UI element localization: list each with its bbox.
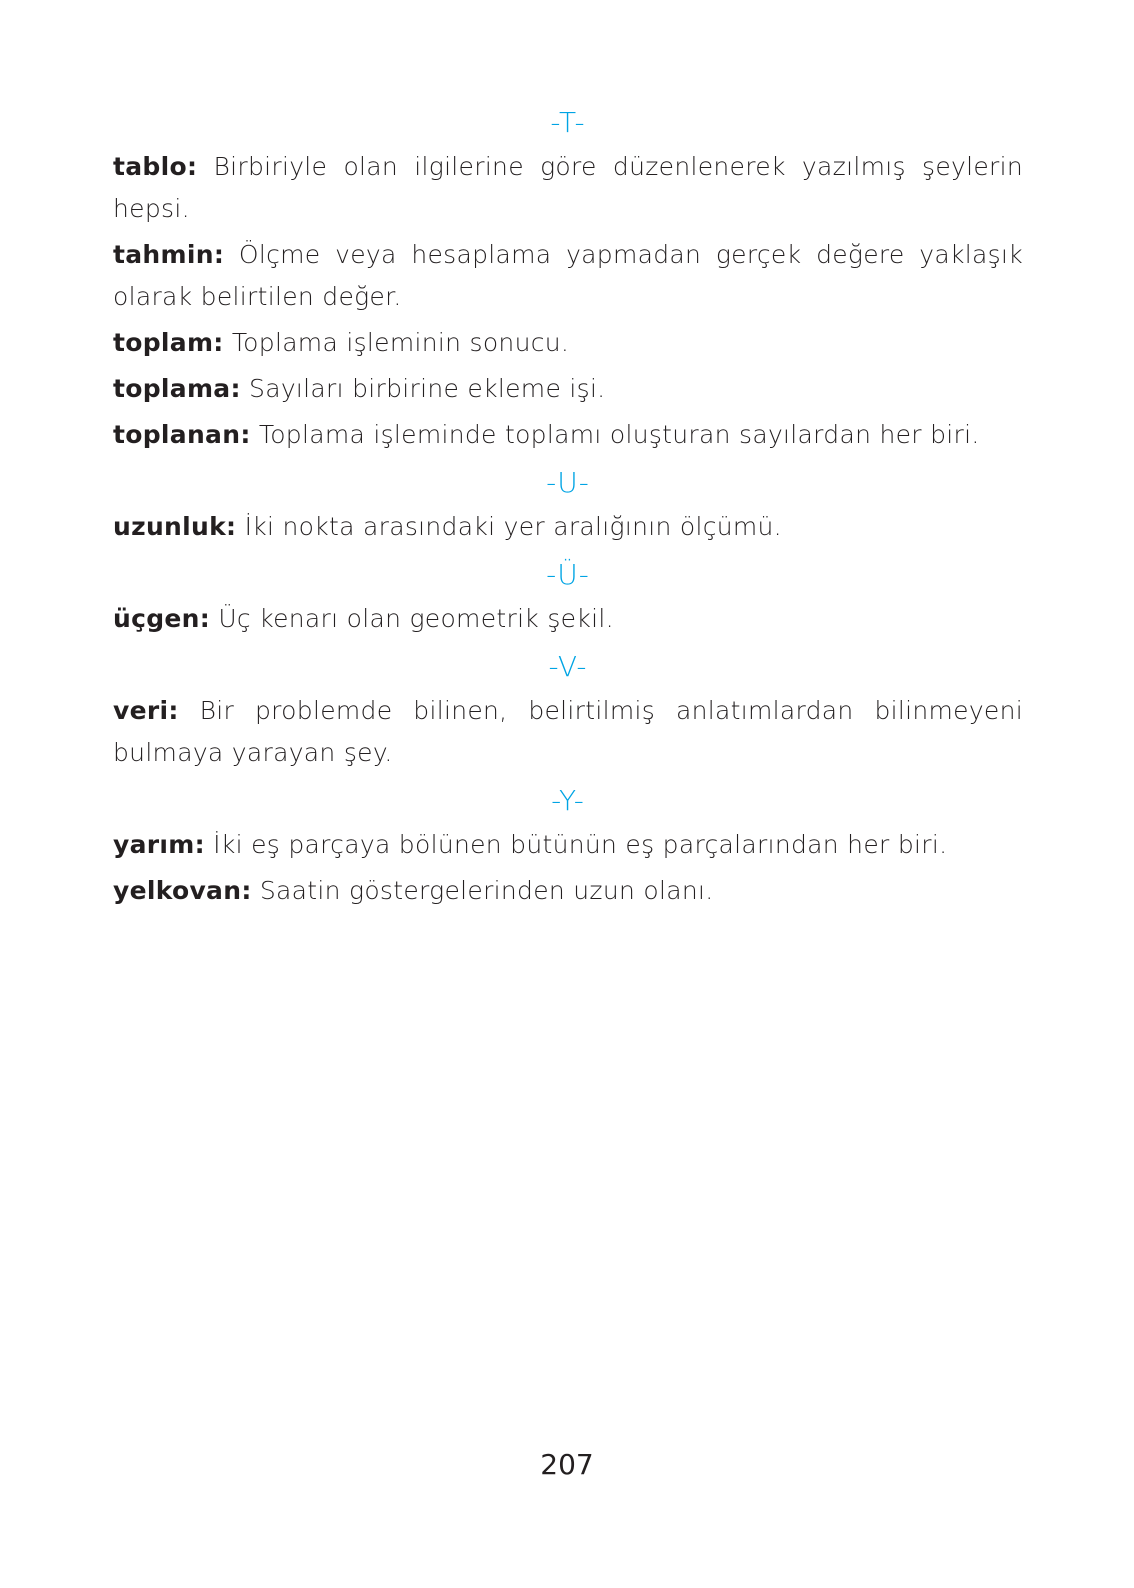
glossary-entry	[113, 870, 1023, 912]
term: tablo:	[113, 152, 198, 181]
definition: İki nokta arasındaki yer aralığının ölçümü.	[244, 512, 782, 541]
term: veri:	[113, 696, 179, 725]
letter-heading-u-umlaut: -Ü-	[546, 558, 590, 591]
glossary-entry	[113, 146, 1023, 230]
definition: Toplama işleminin sonucu.	[231, 328, 570, 357]
term: toplanan:	[113, 420, 251, 449]
glossary-entry	[113, 824, 1023, 866]
definition: Toplama işleminde toplamı oluşturan sayılardan her biri.	[258, 420, 980, 449]
definition: Birbiriyle olan ilgilerine göre düzenlenerek yazılmış şeylerin hepsi.	[113, 152, 1023, 223]
term: yarım:	[113, 830, 205, 859]
glossary-entry	[113, 322, 1023, 364]
letter-heading-t: -T-	[550, 106, 586, 139]
definition: Üç kenarı olan geometrik şekil.	[218, 604, 614, 633]
term: tahmin:	[113, 240, 225, 269]
definition: Saatin göstergelerinden uzun olanı.	[259, 876, 714, 905]
glossary-entry	[113, 368, 1023, 410]
term: toplama:	[113, 374, 241, 403]
glossary-entry	[113, 690, 1023, 774]
term: uzunluk:	[113, 512, 237, 541]
term: toplam:	[113, 328, 224, 357]
definition: İki eş parçaya bölünen bütünün eş parçalarından her biri.	[213, 830, 948, 859]
definition: Bir problemde bilinen, belirtilmiş anlatımlardan bilinmeyeni bulmaya yarayan şey.	[113, 696, 1023, 767]
letter-heading-v: -V-	[548, 650, 588, 683]
term: yelkovan:	[113, 876, 252, 905]
definition: Sayıları birbirine ekleme işi.	[249, 374, 606, 403]
term: üçgen:	[113, 604, 211, 633]
page-number: 207	[540, 1448, 594, 1481]
letter-heading-y: -Y-	[551, 784, 585, 817]
glossary-entry	[113, 598, 1023, 640]
glossary-entry	[113, 234, 1023, 318]
letter-heading-u: -U-	[546, 466, 590, 499]
definition: Ölçme veya hesaplama yapmadan gerçek değere yaklaşık olarak belirtilen değer.	[113, 240, 1024, 311]
glossary-page	[113, 100, 1023, 916]
glossary-entry	[113, 506, 1023, 548]
glossary-entry	[113, 414, 1023, 456]
